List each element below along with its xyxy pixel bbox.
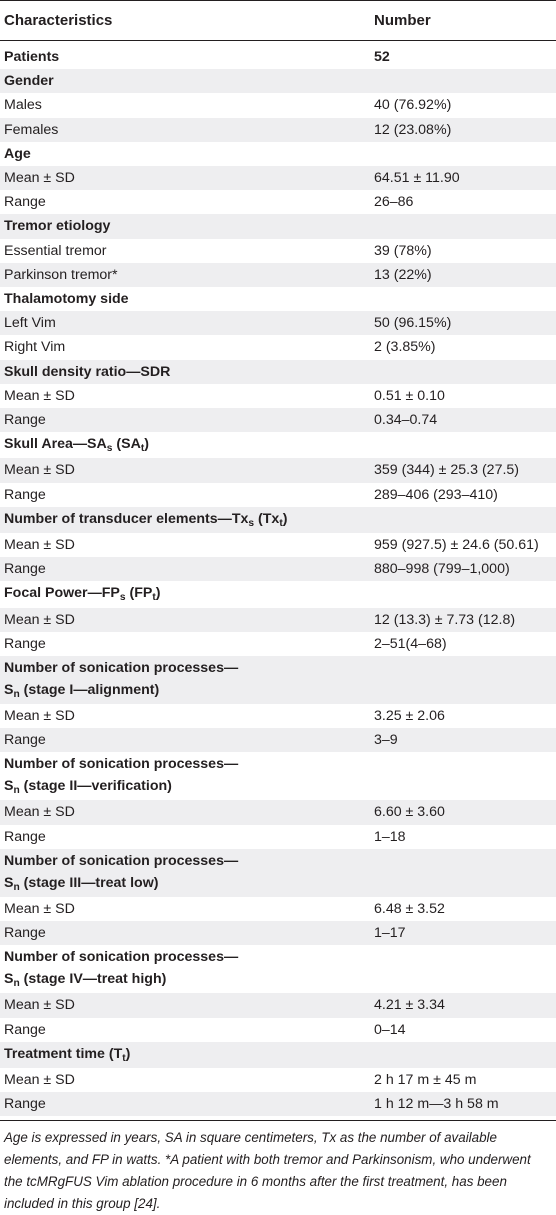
row-label: [0, 384, 374, 408]
row-label: [0, 897, 374, 921]
label-subscript: t: [152, 592, 156, 604]
row-label: [0, 533, 374, 557]
label-subscript: s: [106, 443, 113, 455]
row-value: 1–17: [374, 925, 406, 942]
label-text: Skull density ratio—SDR: [4, 363, 171, 380]
label-text: (stage III—treat low): [19, 874, 159, 891]
label-line: Number of sonication processes—: [4, 852, 239, 869]
row-value: 4.21 ± 3.34: [374, 997, 445, 1014]
table-row: [0, 897, 556, 921]
row-label: [0, 263, 374, 287]
table-row: [0, 458, 556, 482]
table-row: [0, 93, 556, 117]
row-value: 39 (78%): [374, 242, 432, 259]
label-text: (stage I—alignment): [19, 682, 160, 699]
label-subscript: t: [140, 443, 145, 455]
label-text: Range: [4, 1096, 46, 1113]
label-text: (stage IV—treat high): [19, 971, 167, 988]
row-value: 0.34–0.74: [374, 412, 438, 429]
label-text: Range: [4, 925, 46, 942]
label-text: Mean ± SD: [4, 611, 75, 628]
label-subscript: n: [13, 881, 20, 893]
row-label: [0, 483, 374, 507]
table-row: [0, 1068, 556, 1092]
label-text: Range: [4, 732, 46, 749]
row-value: 359 (344) ± 25.3 (27.5): [374, 462, 520, 479]
label-text: ): [282, 510, 288, 527]
table-section-row: [0, 849, 556, 897]
label-subscript: t: [279, 517, 283, 529]
label-text: ): [125, 1045, 131, 1062]
label-text: Mean ± SD: [4, 170, 75, 187]
row-value: 3.25 ± 2.06: [374, 708, 445, 725]
row-value: 880–998 (799–1,000): [374, 561, 510, 578]
label-text: Range: [4, 561, 46, 578]
row-label: [0, 360, 374, 384]
row-label: [0, 656, 374, 704]
row-value: 959 (927.5) ± 24.6 (50.61): [374, 537, 539, 554]
label-text: Parkinson tremor*: [4, 266, 118, 283]
label-text: Mean ± SD: [4, 900, 75, 917]
row-label: [0, 581, 374, 607]
row-value: 3–9: [374, 732, 398, 749]
label-text: Females: [4, 121, 59, 138]
label-text: Mean ± SD: [4, 997, 75, 1014]
row-label: [0, 752, 374, 800]
row-value: 1 h 12 m—3 h 58 m: [374, 1096, 499, 1113]
header-characteristics: Characteristics: [4, 12, 113, 29]
row-label: [0, 993, 374, 1017]
table-row: [0, 263, 556, 287]
row-label: [0, 921, 374, 945]
table-row: [0, 384, 556, 408]
label-text: Mean ± SD: [4, 804, 75, 821]
table-row: [0, 166, 556, 190]
label-text: Mean ± SD: [4, 387, 75, 404]
row-value: 50 (96.15%): [374, 315, 452, 332]
table-section-row: [0, 945, 556, 993]
row-label: [0, 287, 374, 311]
row-value: 12 (13.3) ± 7.73 (12.8): [374, 611, 516, 628]
row-value: 2 (3.85%): [374, 339, 436, 356]
row-label: [0, 45, 374, 69]
row-label: [0, 507, 374, 533]
table-row: [0, 239, 556, 263]
row-label: [0, 704, 374, 728]
label-text: Mean ± SD: [4, 537, 75, 554]
table-row: [0, 825, 556, 849]
row-value: 0–14: [374, 1021, 406, 1038]
label-text: S: [4, 874, 14, 891]
table-section-row: [0, 45, 556, 69]
table-section-row: [0, 214, 556, 238]
label-text: ): [155, 585, 161, 602]
table-row: [0, 993, 556, 1017]
table-row: [0, 311, 556, 335]
row-label: [0, 335, 374, 359]
row-value: 26–86: [374, 194, 414, 211]
table-section-row: [0, 752, 556, 800]
label-text: Tremor etiology: [4, 218, 111, 235]
table-section-row: [0, 69, 556, 93]
row-value: 40 (76.92%): [374, 97, 452, 114]
header-number: Number: [374, 12, 431, 29]
label-text: ): [144, 436, 149, 453]
label-text: Gender: [4, 73, 54, 90]
row-label: [0, 825, 374, 849]
label-text: Thalamotomy side: [4, 291, 129, 308]
row-label: [0, 632, 374, 656]
label-text: Range: [4, 194, 46, 211]
table-section-row: [0, 287, 556, 311]
row-label: [0, 1018, 374, 1042]
label-text: (stage II—verification): [19, 778, 172, 795]
row-label: [0, 118, 374, 142]
table-row: [0, 800, 556, 824]
row-label: [0, 432, 374, 458]
table-header: [0, 0, 556, 41]
row-value: 289–406 (293–410): [374, 486, 498, 503]
row-value: 2 h 17 m ± 45 m: [374, 1071, 477, 1088]
label-text: Mean ± SD: [4, 462, 75, 479]
row-value: 12 (23.08%): [374, 121, 452, 138]
table-row: [0, 608, 556, 632]
table-row: [0, 632, 556, 656]
row-value: 6.60 ± 3.60: [374, 804, 445, 821]
row-value: 2–51(4–68): [374, 635, 447, 652]
row-value: 0.51 ± 0.10: [374, 387, 445, 404]
table-row: [0, 557, 556, 581]
label-subscript: n: [13, 785, 20, 797]
table-section-row: [0, 507, 556, 533]
table-section-row: [0, 360, 556, 384]
table-row: [0, 1018, 556, 1042]
label-text: Essential tremor: [4, 242, 107, 259]
table-row: [0, 190, 556, 214]
label-text: Mean ± SD: [4, 708, 75, 725]
label-text: S: [4, 682, 14, 699]
table-section-row: [0, 1042, 556, 1068]
table-section-row: [0, 142, 556, 166]
row-label: [0, 1092, 374, 1116]
row-label: [0, 1068, 374, 1092]
table-row: [0, 921, 556, 945]
label-text: Age: [4, 145, 31, 162]
table-row: [0, 1092, 556, 1116]
label-text: S: [4, 778, 14, 795]
label-text: Mean ± SD: [4, 1071, 75, 1088]
row-value: 6.48 ± 3.52: [374, 900, 445, 917]
table-row: [0, 408, 556, 432]
table-row: [0, 483, 556, 507]
label-text: Number of transducer elements—Tx: [4, 510, 249, 527]
row-value: 1–18: [374, 828, 406, 845]
table-row: [0, 335, 556, 359]
row-label: [0, 800, 374, 824]
label-text: Left Vim: [4, 315, 56, 332]
row-label: [0, 311, 374, 335]
label-text: (SA: [112, 436, 141, 453]
label-subscript: s: [119, 592, 126, 604]
label-text: (Tx: [254, 510, 280, 527]
label-text: Focal Power—FP: [4, 585, 120, 602]
row-label: [0, 239, 374, 263]
row-value: 13 (22%): [374, 266, 432, 283]
table-row: [0, 704, 556, 728]
table-section-row: [0, 581, 556, 607]
table-section-row: [0, 432, 556, 458]
label-text: (FP: [125, 585, 153, 602]
table-row: [0, 533, 556, 557]
label-text: Range: [4, 828, 46, 845]
table-body: [0, 41, 556, 1116]
label-text: Range: [4, 486, 46, 503]
label-text: S: [4, 971, 14, 988]
label-subscript: s: [248, 517, 255, 529]
row-label: [0, 190, 374, 214]
row-label: [0, 849, 374, 897]
label-text: Range: [4, 635, 46, 652]
label-subscript: n: [13, 978, 20, 990]
row-value: 52: [374, 49, 390, 65]
label-subscript: n: [13, 688, 20, 700]
row-label: [0, 408, 374, 432]
table-row: [0, 728, 556, 752]
label-text: Males: [4, 97, 42, 114]
row-label: [0, 608, 374, 632]
label-text: Range: [4, 412, 46, 429]
label-text: Treatment time (T: [4, 1045, 123, 1062]
row-label: [0, 557, 374, 581]
row-label: [0, 93, 374, 117]
table-section-row: [0, 656, 556, 704]
label-text: Range: [4, 1021, 46, 1038]
row-label: [0, 458, 374, 482]
row-label: [0, 69, 374, 93]
label-subscript: t: [122, 1052, 126, 1064]
label-text: Skull Area—SA: [4, 436, 107, 453]
row-label: [0, 142, 374, 166]
row-label: [0, 728, 374, 752]
label-line: Number of sonication processes—: [4, 756, 239, 773]
label-text: Right Vim: [4, 339, 66, 356]
label-line: Number of sonication processes—: [4, 949, 239, 966]
table-row: [0, 118, 556, 142]
row-label: [0, 214, 374, 238]
label-line: Number of sonication processes—: [4, 660, 239, 677]
table-footnote: Age is expressed in years, SA in square centimeters, Tx as the number of available elements, and FP in watts. *A patient with both tremor and Parkinsonism, who underwent the tcMRgFUS Vim ablation procedure in 6 months after the first treatment, has been included in this group [24].: [4, 1130, 531, 1212]
row-label: [0, 1042, 374, 1068]
row-value: 64.51 ± 11.90: [374, 170, 460, 187]
row-label: [0, 166, 374, 190]
row-label: [0, 945, 374, 993]
label-text: Patients: [4, 49, 60, 65]
